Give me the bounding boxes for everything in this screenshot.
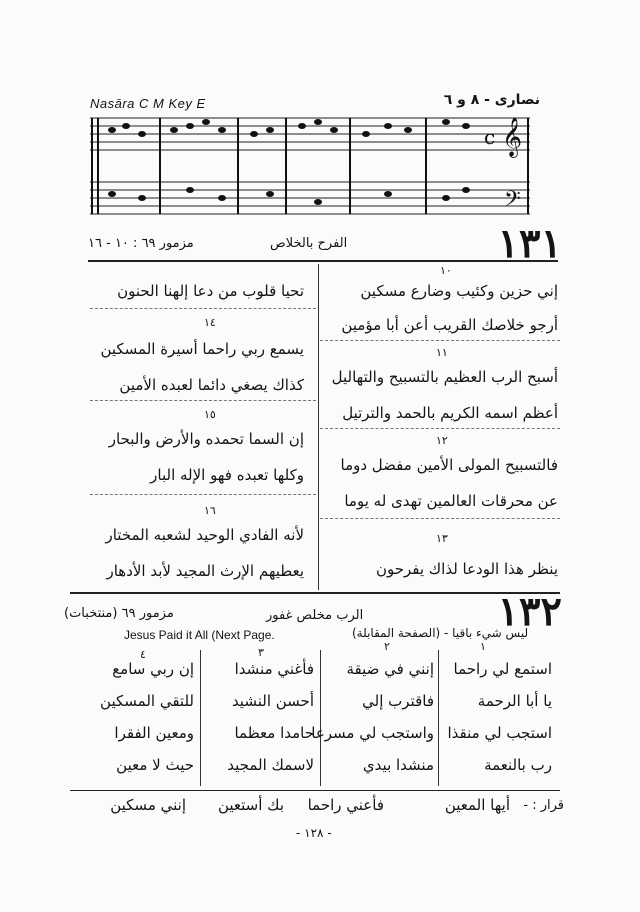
tune-name-english: Nasāra C M Key E [90, 96, 206, 111]
verse-number: ٢ [384, 640, 390, 653]
verse-line: يا أبا الرحمة [477, 692, 552, 710]
verse-number: ١٠ [440, 264, 452, 277]
divider [320, 428, 560, 429]
verse-line: ينظر هذا الودعا لذاك يفرحون [375, 560, 558, 578]
divider [70, 790, 560, 791]
verse-line: كذاك يصغي دائما لعبده الأمين [119, 376, 304, 394]
verse-number: ١٢ [436, 434, 448, 447]
divider [320, 518, 560, 519]
verse-number: ٤ [140, 648, 146, 661]
divider [88, 260, 558, 262]
hymn-131-number: ١٣١ [497, 220, 562, 267]
verse-number: ١٣ [436, 532, 448, 545]
tune-name-arabic: نصارى - ٨ و ٦ [443, 92, 540, 108]
divider [90, 494, 316, 495]
hymn-132-psalm: مزمور ٦٩ (منتخبات) [64, 606, 174, 621]
hymn-132-tune-english: Jesus Paid it All (Next Page. [124, 628, 275, 642]
verse-line: وكلها تعبده فهو الإله البار [150, 466, 304, 484]
verse-line: استمع لي راحما [453, 660, 552, 678]
verse-number: ١٦ [204, 504, 216, 517]
verse-line: لاسمك المجيد [227, 756, 314, 774]
divider [320, 340, 560, 341]
verse-line: لأنه الفادي الوحيد لشعبه المختار [105, 526, 304, 544]
verse-line: عن محرقات العالمين تهدى له يوما [344, 492, 558, 510]
verse-number: ١ [480, 640, 486, 653]
page-number: - ١٢٨ - [296, 826, 332, 840]
verse-number: ١٤ [204, 316, 216, 329]
verse-line: أحسن النشيد [231, 692, 314, 710]
verse-line: فاقترب إلي [362, 692, 434, 710]
verse-line: أعظم اسمه الكريم بالحمد والترتيل [342, 404, 558, 422]
column-separator [320, 650, 321, 786]
verse-line: ومعين الفقرا [114, 724, 194, 742]
chorus-line: بك أستعين [217, 796, 284, 814]
verse-line: أرجو خلاصك القريب أعن أبا مؤمين [341, 316, 558, 334]
hymn-131-subtitle: الفرح بالخلاص [270, 236, 348, 251]
verse-line: حامدا معظما [234, 724, 314, 742]
chorus-line: إنني مسكين [110, 796, 186, 814]
verse-number: ١٥ [204, 408, 216, 421]
verse-line: استجب لي منقذا [447, 724, 552, 742]
verse-line: إن السما تحمده والأرض والبحار [108, 430, 304, 448]
verse-number: ١١ [436, 346, 448, 359]
verse-line: منشدا بيدي [362, 756, 434, 774]
hymn-132-tune-arabic: ليس شيء باقيا - (الصفحة المقابلة) [352, 626, 529, 640]
hymn-132-subtitle: الرب مخلص غفور [266, 608, 364, 623]
verse-line: فأغني منشدا [234, 660, 314, 678]
divider [70, 592, 560, 594]
divider [90, 308, 316, 309]
hymn-131-psalm: مزمور ٦٩ : ١٠ - ١٦ [88, 236, 194, 251]
chorus-label: قرار : - [523, 798, 564, 813]
divider [90, 400, 316, 401]
verse-line: يسمع ربي راحما أسيرة المسكين [100, 340, 304, 358]
verse-line: تحيا قلوب من دعا إلهنا الحنون [117, 282, 304, 300]
verse-line: فالتسبيح المولى الأمين مفضل دوما [340, 456, 558, 474]
verse-number: ٣ [258, 646, 264, 659]
verse-line: إنني في ضيقة [346, 660, 434, 678]
svg-text:c: c [484, 125, 496, 149]
verse-line: رب بالنعمة [484, 756, 552, 774]
verse-line: للتقي المسكين [100, 692, 194, 710]
svg-text:𝄢: 𝄢 [504, 187, 521, 217]
column-separator [438, 650, 439, 786]
verse-line: واستجب لي مسرعا [311, 724, 434, 742]
verse-line: حيث لا معين [116, 756, 194, 774]
verse-line: إن ربي سامع [112, 660, 194, 678]
verse-line: إني حزين وكئيب وضارع مسكين [360, 282, 558, 300]
verse-line: يعطيهم الإرث المجيد لأبد الأدهار [106, 562, 304, 580]
column-separator [200, 650, 201, 786]
verse-line: أسبح الرب العظيم بالتسبيح والتهاليل [331, 368, 558, 386]
chorus-line: أيها المعين [444, 796, 510, 814]
chorus-line: فأعني راحما [307, 796, 384, 814]
svg-text:𝄞: 𝄞 [502, 117, 523, 157]
column-separator [318, 264, 319, 590]
music-notation [90, 108, 530, 220]
hymn-132-number: ١٣٢ [497, 588, 562, 635]
